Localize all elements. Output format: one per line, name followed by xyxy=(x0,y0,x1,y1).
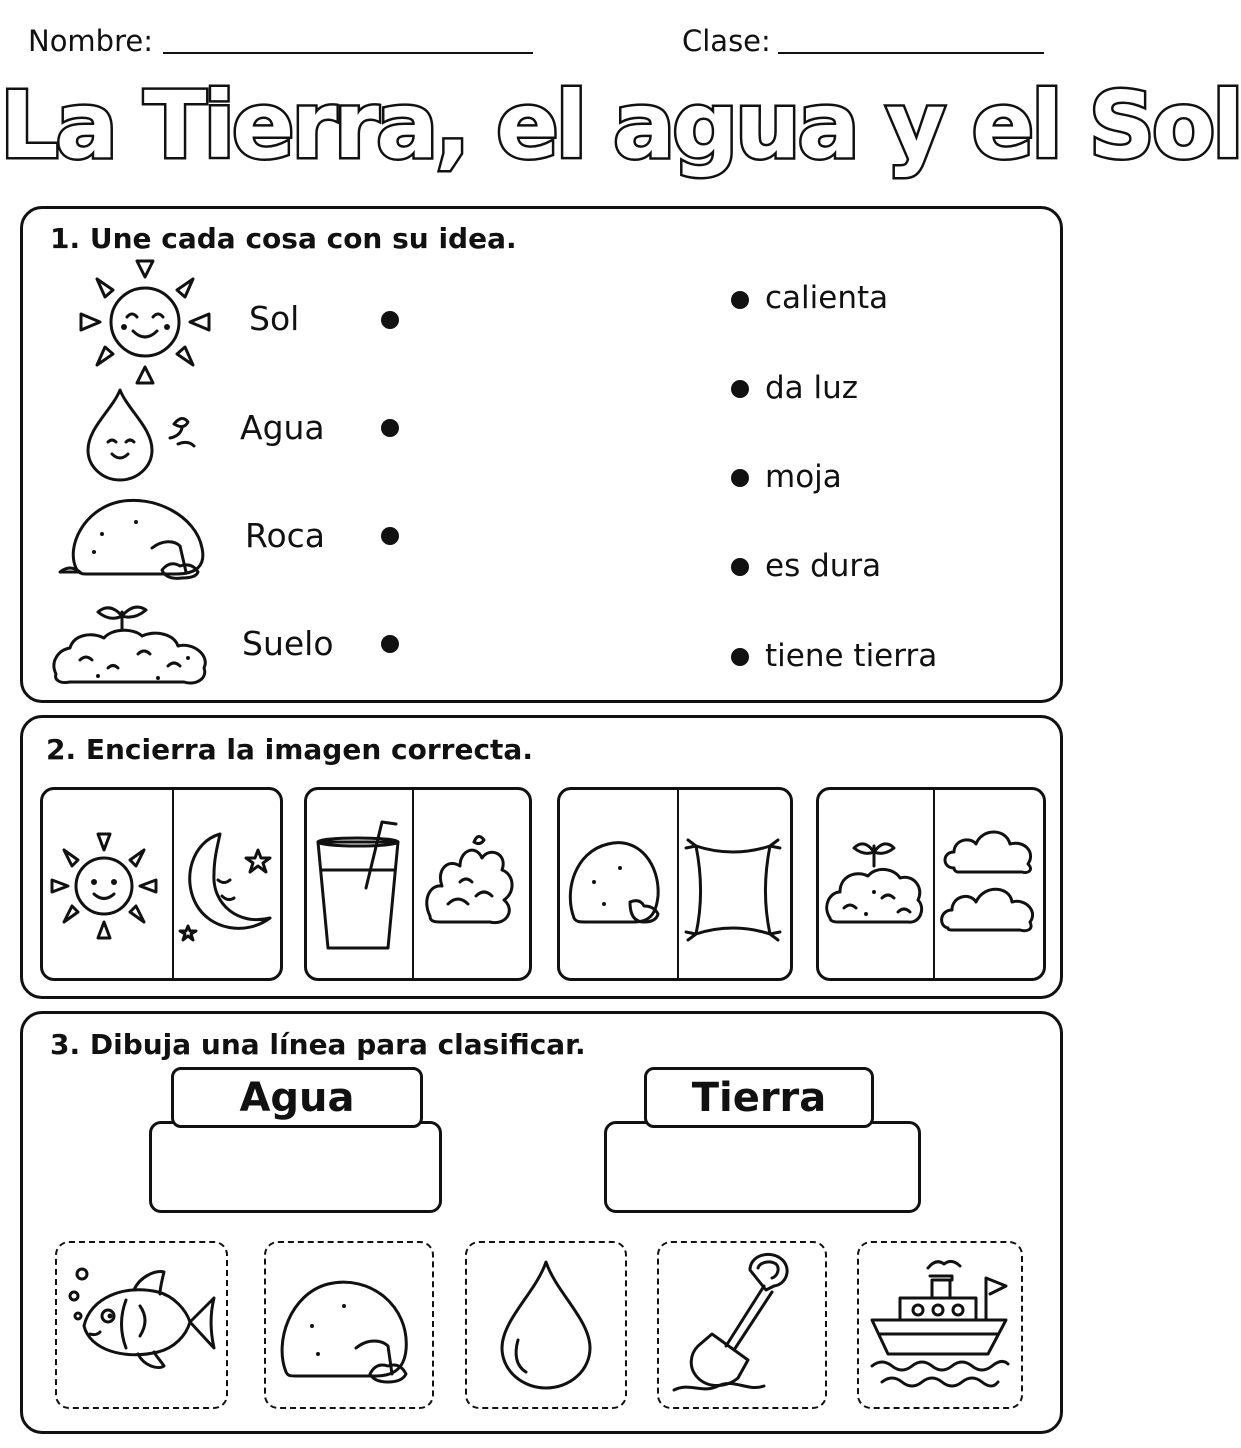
item-label-agua: Agua xyxy=(240,408,325,447)
match-dot-sol[interactable] xyxy=(381,311,399,329)
category-box-tierra[interactable] xyxy=(604,1121,921,1213)
category-label-tierra: Tierra xyxy=(644,1067,874,1128)
class-field[interactable] xyxy=(778,52,1044,54)
clouds-icon[interactable] xyxy=(940,822,1040,938)
glass-of-water-icon[interactable] xyxy=(314,818,404,952)
boat-icon[interactable] xyxy=(866,1254,1016,1394)
rock-icon[interactable] xyxy=(272,1276,428,1388)
water-drop-icon[interactable] xyxy=(496,1258,596,1390)
page-title: La Tierra, el agua y el Sol xyxy=(0,72,1241,179)
definition-es-dura: es dura xyxy=(765,548,882,584)
water-drop-icon xyxy=(82,388,202,483)
match-dot-moja[interactable] xyxy=(731,469,749,487)
name-label: Nombre: xyxy=(28,24,153,58)
card-divider xyxy=(172,790,174,978)
definition-moja: moja xyxy=(765,459,842,495)
definition-tiene-tierra: tiene tierra xyxy=(765,638,938,674)
water-splash-icon[interactable] xyxy=(420,830,520,930)
rock-icon xyxy=(56,496,216,581)
section-1-title: 1. Une cada cosa con su idea. xyxy=(50,222,517,255)
match-dot-tiene-tierra[interactable] xyxy=(731,648,749,666)
shovel-icon[interactable] xyxy=(668,1246,818,1396)
item-label-roca: Roca xyxy=(245,516,326,555)
card-divider xyxy=(412,790,414,978)
definition-da-luz: da luz xyxy=(765,370,859,406)
match-dot-suelo[interactable] xyxy=(381,635,399,653)
item-label-suelo: Suelo xyxy=(242,624,334,663)
moon-icon[interactable] xyxy=(178,826,278,946)
category-label-agua: Agua xyxy=(171,1067,423,1128)
match-dot-calienta[interactable] xyxy=(731,291,749,309)
soil-icon[interactable] xyxy=(822,830,926,934)
class-label: Clase: xyxy=(682,24,771,58)
soil-icon xyxy=(48,594,218,690)
item-label-sol: Sol xyxy=(249,299,300,338)
category-box-agua[interactable] xyxy=(149,1121,442,1213)
match-dot-roca[interactable] xyxy=(381,527,399,545)
match-dot-da-luz[interactable] xyxy=(731,380,749,398)
sun-icon[interactable] xyxy=(46,828,162,944)
match-dot-agua[interactable] xyxy=(381,419,399,437)
sun-icon xyxy=(75,257,215,387)
pillow-icon[interactable] xyxy=(680,836,786,946)
rock-icon[interactable] xyxy=(564,838,670,934)
card-divider xyxy=(933,790,935,978)
card-divider xyxy=(677,790,679,978)
match-dot-es-dura[interactable] xyxy=(731,558,749,576)
section-2-title: 2. Encierra la imagen correcta. xyxy=(46,733,533,766)
section-3-title: 3. Dibuja una línea para clasificar. xyxy=(50,1028,586,1061)
name-field[interactable] xyxy=(163,52,533,54)
fish-icon[interactable] xyxy=(64,1262,220,1382)
definition-calienta: calienta xyxy=(765,280,889,316)
